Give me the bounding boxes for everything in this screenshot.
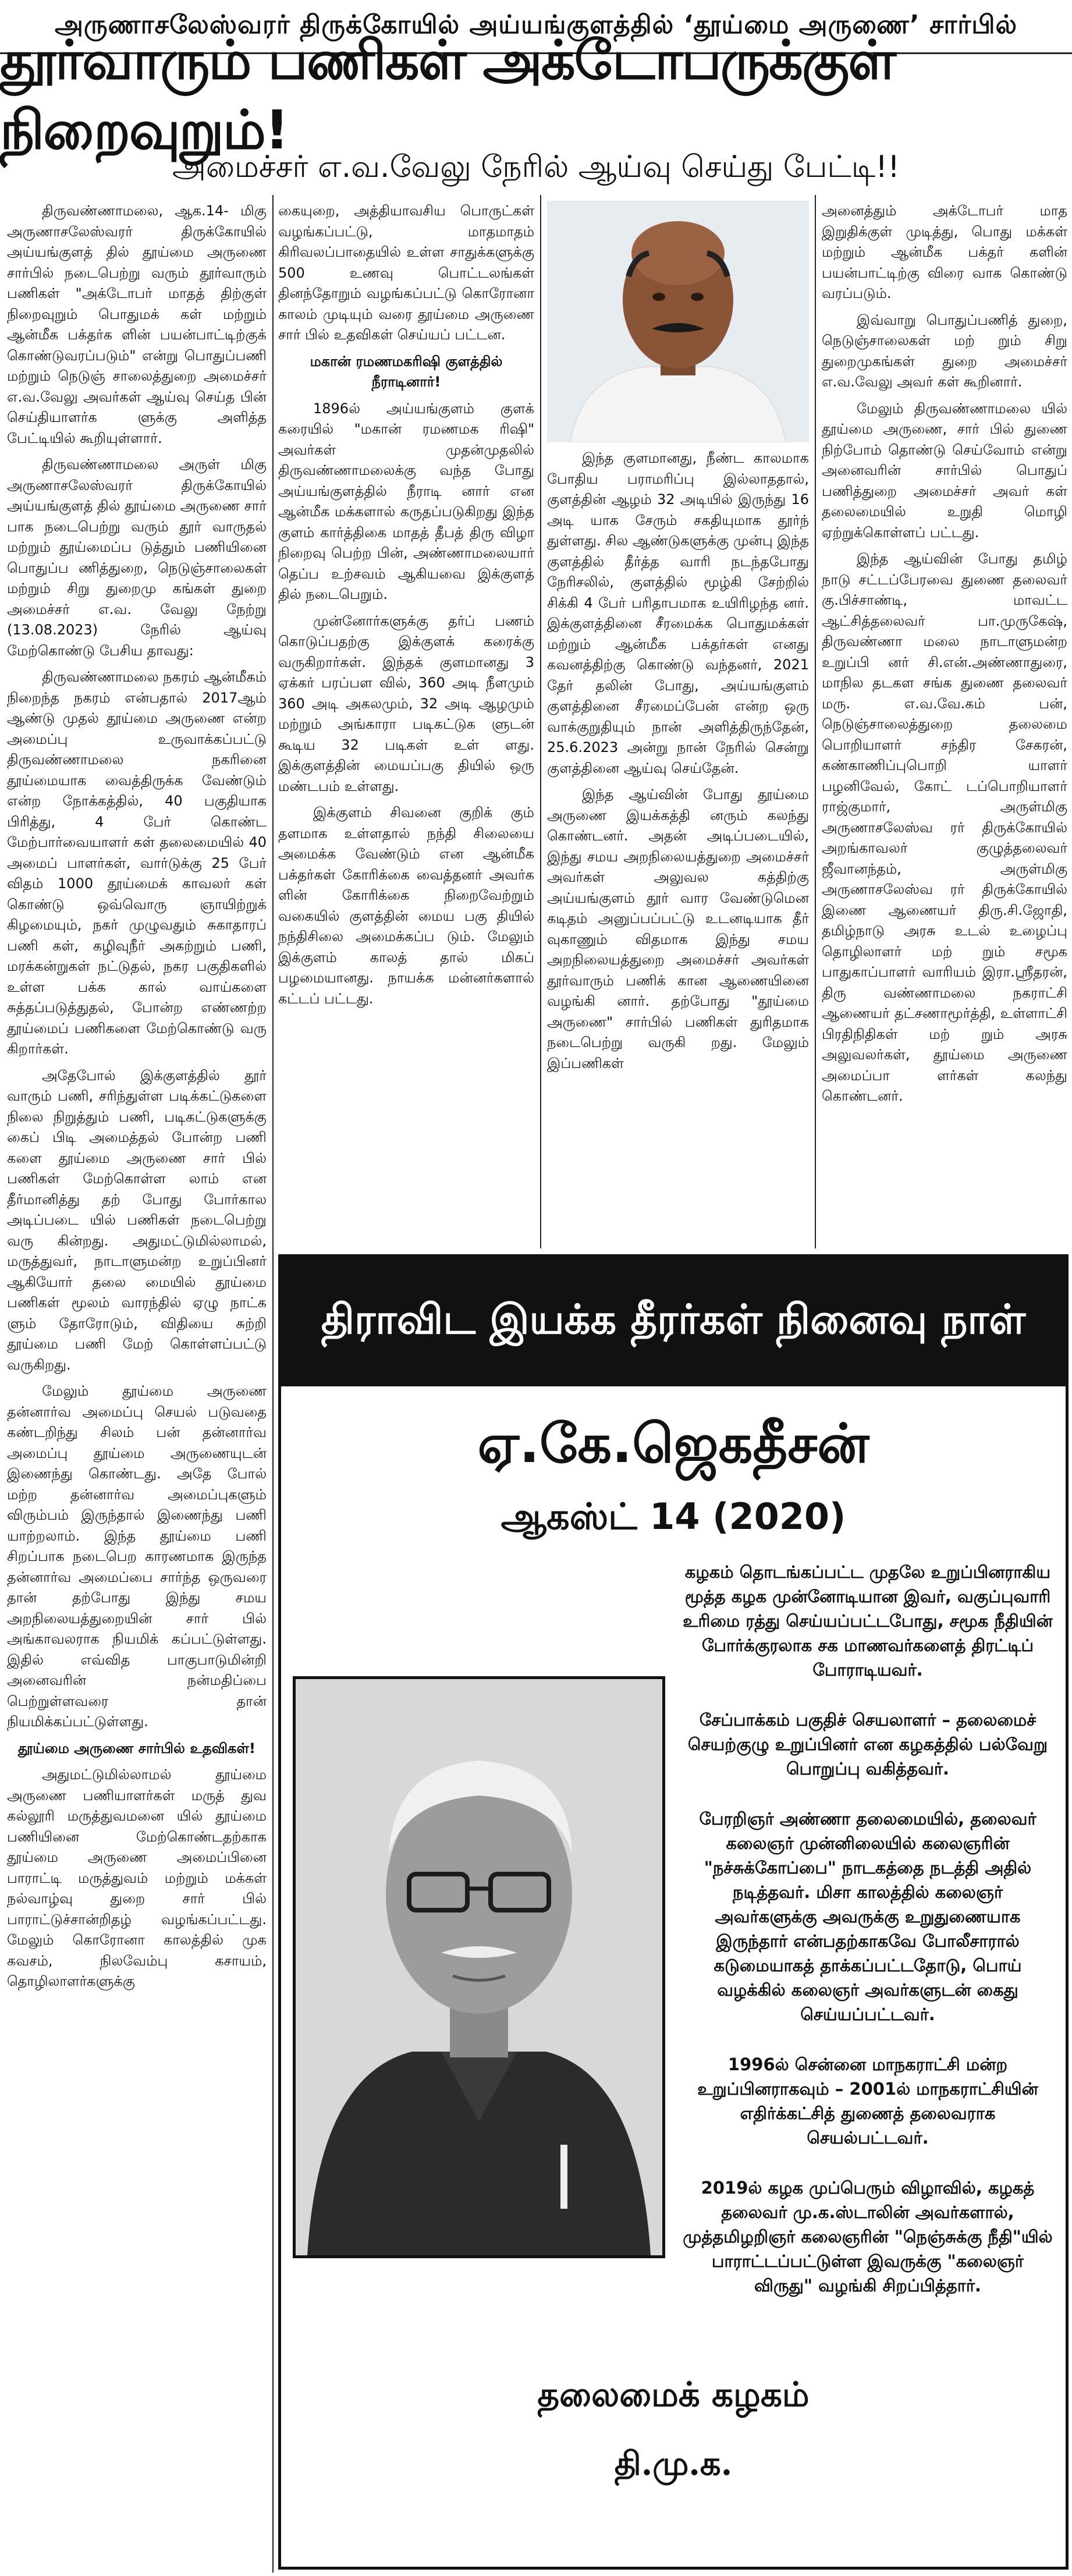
signature-party: தி.மு.க. [614,2444,733,2483]
paragraph: திருவண்ணாமலை அருள் மிகு அருணாசலேஸ்வரர் திருக்கோயில் அய்யங்குளத் தில் தூய்மை அருணை சார் பாக நடைபெற்று வரும் தூர் வாருதல் மற்றும் தூய்மைப்ப டுத்தும் பணியினை பொதுப்ப ணித்துறை, நெடுஞ்சாலைகள் மற்றும் சிறு துறைமு கங்கள் துறை அமைச்சர் எ.வ. வேலு நேற்று (13.08.2023) நேரில் ஆய்வு மேற்கொண்டு பேசிய தாவது: [7,456,267,659]
tribute-paragraph: 2019ல் கழக முப்பெரும் விழாவில், கழகத் தலைவர் மு.க.ஸ்டாலின் அவர்களால், முத்தமிழறிஞர் கலைஞரின் "நெஞ்சுக்கு நீதி"யில் பாராட்டப்பட்டுள்ள இவருக்கு "கலைஞர் விருது" வழங்கி சிறப்பித்தார். [683,2178,1053,2295]
paragraph: இந்த ஆய்வின் போது தூய்மை அருணை இயக்கத்தி னரும் கலந்து கொண்டனர். அதன் அடிப்படையில், இந்து சமய அறநிலையத்துறை அமைச்சர் அவர்கள் அலுவல கத்திற்கு அய்யங்குளம் தூர் வார வேண்டுமென கடிதம் அனுப்பப்பட்டு உடனடியாக தீர் வுகாணும் விதமாக இந்து சமய அறநிலையத்துறை அமைச்சர் அவர்கள் தூர்வாரும் பணிக் கான ஆணையினை வழங்கி னார். தற்போது "தூய்மை அருணை" சார்பில் பணிகள் துரிதமாக நடைபெற்று வருகி றது. மேலும் இப்பணிகள் [547,786,809,1071]
tribute-text [681,1560,1054,2323]
paragraph: மேலும் தூய்மை அருணை தன்னார்வ அமைப்பு செயல் படுவதை கண்டறிந்து சிலம் பன் தன்னார்வ அமைப்பு தூய்மை அருணையுடன் இணைந்து கொண்டது. அதே போல் மற்ற தன்னார்வ அமைப்புகளும் விரும்பம் இருந்தால் இணைந்து பணி யாற்றலாம். இந்த தூய்மை பணி சிறப்பாக நடைபெற காரணமாக இருந்த தன்னார்வ அமைப்பை சார்ந்த ஒருவரை தான் தற்போது இந்து சமய அறநிலையத்துறையின் சார் பில் அங்காவலராக நியமிக் கப்பட்டுள்ளது. இதில் எவ்வித பாகுபாடுமின்றி அனைவரின் நன்மதிப்பை பெற்றுள்ளவரை தான் நியமிக்கப்பட்டுள்ளது. [7,1383,267,1730]
paragraph: இக்குளம் சிவனை குறிக் கும் தளமாக உள்ளதால் நந்தி சிலையை அமைக்க வேண்டும் என ஆன்மீக பக்தர்கள் கோரிக்கை வைத்தனர் அவர்க ளின் கோரிக்கை நிறைவேற்றும் வகையில் குளத்தின் மைய பகு தியில் நந்திசிலை அமைக்கப்ப டும். மேலும் இக்குளம் காலத் தால் மிகப் பழமையானது. நாயக்க மன்னர்களால் கட்டப் பட்டது. [278,804,534,1007]
paragraph: கையுறை, அத்தியாவசிய பொருட்கள் வழங்கப்பட்டு, மாதமாதம் கிரிவலப்பாதையில் உள்ள சாதுக்களுக்கு 500 உணவு பொட்டலங்கள் தினந்தோறும் வழங்கப்பட்டு கொரோனா காலம் முடியும் வரை தூய்மை அருணை சார் பில் உதவிகள் செய்யப் பட்டன. [278,203,534,343]
paragraph: இவ்வாறு பொதுப்பணித் துறை, நெடுஞ்சாலைகள் மற் றும் சிறு துறைமுகங்கள் துறை அமைச்சர் எ.வ.வேலு அவர் கள் கூறினார். [822,311,1067,390]
paragraph: அனைத்தும் அக்டோபர் மாத இறுதிக்குள் முடித்து, பொது மக்கள் மற்றும் ஆன்மீக பக்தர் களின் பயன்பாட்டிற்கு விரை வாக கொண்டு வரப்படும். [822,203,1067,301]
column-divider [540,195,541,1248]
tribute-box [278,1254,1069,2570]
column-divider [815,195,816,1248]
section-subheading: தூய்மை அருணை சார்பில் உதவிகள்! [18,1740,255,1757]
paragraph: இந்த ஆய்வின் போது தமிழ் நாடு சட்டப்பேரவை துணை தலைவர் கு.பிச்சாண்டி, மாவட்ட ஆட்சித்தலைவர் பா.முருகேஷ், திருவண்ணா மலை நாடாளுமன்ற உறுப்பி னர் சி.என்.அண்ணாதுரை, மாநில தடகள சங்க துணை தலைவர் மரு. எ.வ.வே.கம் பன், நெடுஞ்சாலைத்துறை தலைமை பொறியாளர் சந்திர சேகரன், கண்காணிப்புபொறி யாளர் பழனிவேல், கோட் டப்பொறியாளர் ராஜ்குமார், அருள்மிகு அருணாசலேஸ்வ ரர் திருக்கோயில் அறங்காவலர் குழுத்தலைவர் ஜீவானந்தம், அருள்மிகு அருணாசலேஸ்வ ரர் திருக்கோயில் இணை ஆணையர் திரு.சி.ஜோதி, தமிழ்நாடு அரசு உடல் உழைப்பு தொழிலாளர் மற் றும் சமூக பாதுகாப்பாளர் வாரியம் இரா.ஸ்ரீதரன், திரு வண்ணாமலை நகராட்சி ஆணையர் தட்சணாமூர்த்தி, உள்ளாட்சி பிரதிநிதிகள் மற் றும் அரசு அலுவலர்கள், தூய்மை அருணை அமைப்பா ளர்கள் கலந்து கொண்டனர். [822,551,1067,1104]
column-divider [272,195,274,2573]
paragraph: இந்த குளமானது, நீண்ட காலமாக போதிய பராமரிப்பு இல்லாததால், குளத்தின் ஆழம் 32 அடியில் இருந்து 16 அடி யாக சேரும் சகதியுமாக தூர்ந் துள்ளது. சில ஆண்டுகளுக்கு முன்பு இந்த குளத்தில் தீர்த்த வாரி நடந்தபோது நேரிசலில், குளத்தில் மூழ்கி சேற்றில் சிக்கி 4 பேர் பரிதாபமாக உயிரிழந்த னர். இக்குளத்தினை சீரமைக்க பொதுமக்கள் மற்றும் ஆன்மீக பக்தர்கள் எனது கவனத்திற்கு கொண்டு வந்தனர், 2021 தேர் தலின் போது, அய்யங்குளம் குளத்தினை சீரமைப்பேன் என்ற ஒரு வாக்குறுதியும் நான் அளித்திருந்தேன், 25.6.2023 அன்று நான் நேரில் சென்று குளத்தினை ஆய்வு செய்தேன். [547,450,809,776]
tribute-paragraph: சேப்பாக்கம் பகுதிச் செயலாளர் – தலைமைச் செயற்குழு உறுப்பினர் என கழகத்தில் பல்வேறு பொறுப்பு வகித்தவர். [687,1710,1048,1779]
tribute-paragraph: பேரறிஞர் அண்ணா தலைமையில், தலைவர் கலைஞர் முன்னிலையில் கலைஞரின் "நச்சுக்கோப்பை" நாடகத்தை நடத்தி அதில் நடித்தவர். மிசா காலத்தில் கலைஞர் அவர்களுக்கு அவருக்கு உறுதுணையாக இருந்தார் என்பதற்காகவே போலீசாரால் கடுமையாகத் தாக்கப்பட்டதோடு, பொய் வழக்கில் கலைஞர் அவர்களுடன் கைது செய்யப்பட்டவர். [699,1809,1036,2024]
section-subheading: மகான் ரமணமகரிஷி குளத்தில் நீராடினார்! [310,353,503,390]
paragraph: திருவண்ணாமலை, ஆக.14- மிகு அருணாசலேஸ்வரர் திருக்கோயில் அய்யங்குளத் தில் தூய்மை அருணை சார்பில் நடைபெற்று வரும் தூர்வாரும் பணிகள் "அக்டோபர் மாதத் திற்குள் நிறைவுறும் பொதுமக் கள் மற்றும் ஆன்மீக பக்தர்க ளின் பயன்பாட்டிற்குக் கொண்டுவரப்படும்" என்று பொதுப்பணி மற்றும் நெடுஞ் சாலைத்துறை அமைச்சர் எ.வ.வேலு அவர்கள் ஆய்வு செய்த பின் செய்தியாளர்க ளுக்கு அளித்த பேட்டியில் கூறியுள்ளார். [7,203,267,446]
article-column-1 [7,201,267,2573]
article-column-2 [278,201,534,1248]
sub-headline: அமைச்சர் எ.வ.வேலு நேரில் ஆய்வு செய்து பேட்டி!! [172,149,900,184]
article-column-3 [547,448,809,1248]
tribute-date: ஆகஸ்ட் 14 (2020) [500,1495,846,1538]
paragraph: திருவண்ணாமலை நகரம் ஆன்மீகம் நிறைந்த நகரம் என்பதால் 2017ஆம் ஆண்டு முதல் தூய்மை அருணை என்ற அமைப்பு உருவாக்கப்பட்டு திருவண்ணாமலை நகரினை தூய்மையாக வைத்திருக்க வேண்டும் என்ற நோக்கத்தில், 40 பகுதியாக பிரித்து, 4 பேர் கொண்ட மேற்பார்வையாளர் கள் தலைமையில் 40 அமைப் பாளர்கள், வார்டுக்கு 25 பேர் விதம் 1000 தூய்மைக் காவலர் கள் கொண்டு ஒவ்வொரு ஞாயிற்றுக் கிழமையும், நகர் முழுவதும் சுகாதாரப் பணி கள், கழிவுநீர் அகற்றும் பணி, மரக்கன்றுகள் நட்டுதல், நகர பகுதிகளில் உள்ள பக்க கால் வாய்களை சுத்தப்படுத்துதல், போன்ற எண்ணற்ற தூய்மைப் பணிகளை மேற்கொண்டு வரு கிறார்கள். [7,669,267,1057]
signature-org: தலைமைக் கழகம் [537,2375,810,2414]
paragraph: அதேபோல் இக்குளத்தில் தூர் வாரும் பணி, சரிந்துள்ள படிக்கட்டுகளை நிலை நிறுத்தும் பணி, படிகட்டுகளுக்கு கைப் பிடி அமைத்தல் போன்ற பணி களை தூய்மை அருணை சார் பில் பணிகள் மேற்கொள்ள லாம் என தீர்மானித்து தற் போது போர்கால அடிப்படை யில் பணிகள் நடைபெற்று வரு கின்றது. அதுமட்டுமில்லாமல், மருத்துவர், நாடாளுமன்ற உறுப்பினர் ஆகியோர் தலை மையில் தூய்மை பணிகள் மூலம் வாரந்தில் ஏழு நாட்க ளும் தோரோடும், விதியை சுற்றி தூய்மை பணி மேற் கொள்ளப்பட்டு வருகிறது. [7,1067,267,1373]
portrait-photo-icon [296,1679,662,2255]
tribute-paragraph: கழகம் தொடங்கப்பட்ட முதலே உறுப்பினராகிய மூத்த கழக முன்னோடியான இவர், வகுப்புவாரி உரிமை ரத்து செய்யப்பட்டபோது, சமூக நீதியின் போர்க்குரலாக சக மாணவர்களைத் திரட்டிப் போராடியவர். [683,1562,1053,1680]
paragraph: அதுமட்டுமில்லாமல் தூய்மை அருணை பணியாளர்கள் மருத் துவ கல்லூரி மருத்துவமனை யில் தூய்மை பணியினை மேற்கொண்டதற்காக தூய்மை அருணை அமைப்பினை பாராட்டி மருத்துவம் மற்றும் மக்கள் நல்வாழ்வு துறை சார் பில் பாராட்டுச்சான்றிதழ் வழங்கப்பட்டது. மேலும் கொரோனா காலத்தில் முக கவசம், நிலவேம்பு கசாயம், தொழிலாளர்களுக்கு [7,1766,267,1989]
tribute-banner: திராவிட இயக்க தீரர்கள் நினைவு நாள் [281,1257,1066,1386]
tribute-photo [293,1676,665,2258]
tribute-paragraph: 1996ல் சென்னை மாநகராட்சி மன்ற உறுப்பினராகவும் – 2001ல் மாநகராட்சியின் எதிர்க்கட்சித் துணைத் தலைவராக செயல்பட்டவர். [697,2055,1038,2148]
paragraph: 1896ல் அய்யங்குளம் குளக் கரையில் "மகான் ரமணமக ரிஷி" அவர்கள் முதன்முதலில் திருவண்ணாமலைக்கு வந்த போது அய்யங்குளத்தில் நீராடி னார் என ஆன்மீக மக்களால் கருதப்படுகிறது இந்த குளம் கார்த்திகை மாதத் தீபத் திரு விழா நிறைவு பெற்ற பின், அண்ணாமலையார் தெப்ப உற்சவம் ஆகியவை இக்குளத் தில் நடைபெறும். [278,400,534,602]
paragraph: முன்னோர்களுக்கு தர்ப் பணம் கொடுப்பதற்கு இக்குளக் கரைக்கு வருகிறார்கள். இந்தக் குளமானது 3 ஏக்கர் பரப்பள வில், 360 அடி நீளமும் 360 அடி அகலமும், 32 அடி ஆழமும் மற்றும் அங்காரா படிகட்டுக ளுடன் கூடிய 32 படிகள் உள் ளது. இக்குளத்தின் மையப்பகு தியில் ஒரு மண்டபம் உள்ளது. [278,612,534,794]
tribute-name: ஏ.கே.ஜெகதீசன் [477,1413,869,1475]
portrait-photo-icon [547,201,809,442]
article-column-4 [822,201,1067,1248]
minister-photo [547,201,809,442]
kicker-line: அருணாசலேஸ்வரர் திருக்கோயில் அய்யங்குளத்தில் ‘தூய்மை அருணை’ சார்பில் [0,0,1072,54]
headline: தூர்வாரும் பணிகள் அக்டோபருக்குள் நிறைவுறும்! [0,29,896,161]
paragraph: மேலும் திருவண்ணாமலை யில் தூய்மை அருணை, சார் பில் துணை நிற்போம் தொண்டு செய்வோம் என்று அனைவரின் சார்பில் பொதுப் பணித்துறை அமைச்சர் அவர் கள் தலைமையில் உறுதி மொழி ஏற்றுக்கொள்ளப் பட்டது. [822,400,1067,541]
